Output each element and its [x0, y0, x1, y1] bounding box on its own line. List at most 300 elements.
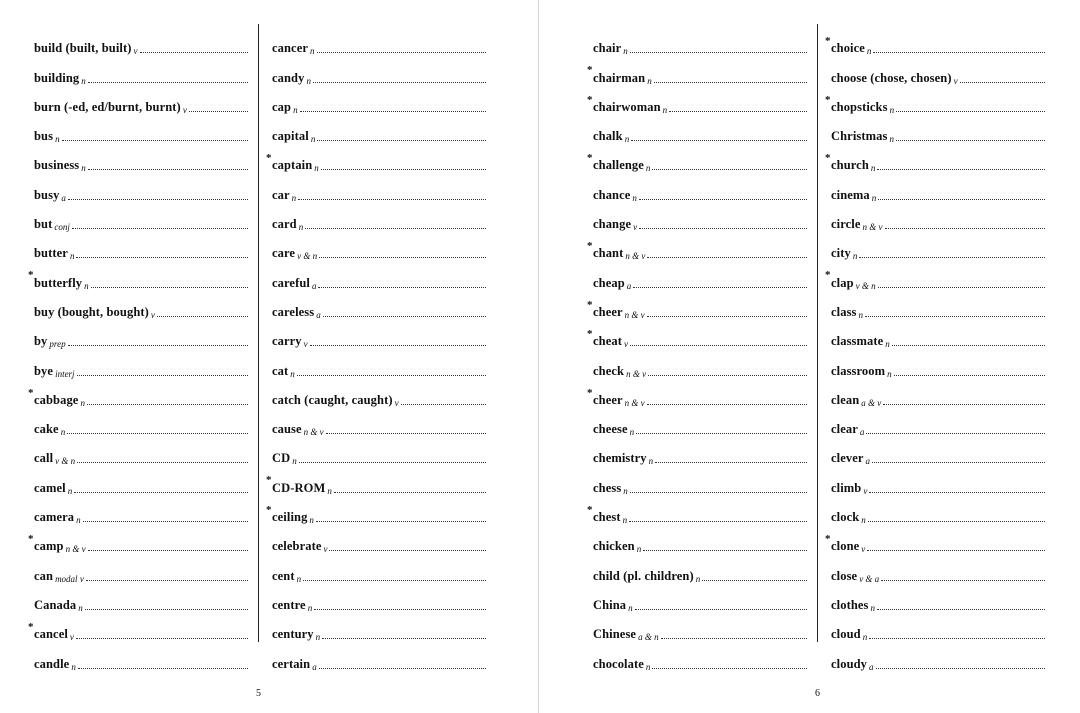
headword: Canada: [34, 597, 77, 612]
headword: climb: [831, 480, 862, 495]
fill-in-line: [635, 608, 807, 610]
vocab-entry: [593, 408, 807, 437]
headword: carry: [272, 334, 302, 349]
headword: Christmas: [831, 129, 888, 144]
fill-in-line: [652, 667, 807, 669]
fill-in-line: [319, 256, 486, 258]
core-word-marker: *: [587, 298, 593, 311]
vocab-entry: [28, 261, 248, 291]
fill-in-line: [401, 403, 486, 405]
vocab-entry: [593, 466, 807, 495]
core-word-marker: *: [587, 386, 593, 399]
headword: cheese: [593, 422, 628, 437]
fill-in-line: [77, 461, 248, 463]
headword: candle: [34, 656, 70, 671]
part-of-speech: n: [314, 163, 319, 174]
vocab-entry: [831, 379, 1045, 408]
column-divider: [258, 24, 259, 642]
part-of-speech: a: [61, 192, 66, 203]
fill-in-line: [68, 198, 248, 200]
fill-in-line: [960, 81, 1045, 83]
headword: but: [34, 217, 53, 232]
fill-in-line: [630, 51, 807, 53]
part-of-speech: n: [80, 397, 85, 408]
headword: butterfly: [34, 275, 83, 290]
part-of-speech: n: [623, 46, 628, 57]
part-of-speech: v & n: [855, 280, 876, 291]
headword: church: [831, 158, 869, 173]
fill-in-line: [316, 520, 486, 522]
part-of-speech: n & v: [65, 544, 86, 555]
page-number: 5: [256, 688, 261, 699]
part-of-speech: n: [60, 427, 66, 438]
headword: choice: [831, 41, 865, 56]
headword: clever: [831, 451, 864, 466]
vocab-entry: [34, 115, 248, 144]
part-of-speech: n: [296, 573, 302, 584]
fill-in-line: [318, 286, 486, 288]
fill-in-line: [319, 667, 486, 669]
part-of-speech: n: [871, 192, 877, 203]
part-of-speech: n & v: [303, 427, 324, 438]
headword: class: [831, 304, 857, 319]
vocab-entry: [272, 56, 486, 85]
vocab-entry: [34, 320, 248, 349]
fill-in-line: [881, 579, 1045, 581]
fill-in-line: [140, 51, 248, 53]
fill-in-line: [877, 168, 1045, 170]
fill-in-line: [633, 286, 807, 288]
part-of-speech: n: [310, 134, 316, 145]
headword: cloud: [831, 627, 861, 642]
core-word-marker: *: [825, 152, 831, 165]
headword: camera: [34, 510, 75, 525]
vocab-entry: [593, 173, 807, 202]
vocab-entry: [34, 496, 248, 525]
headword: cheat: [593, 334, 622, 349]
headword: cent: [272, 568, 295, 583]
vocab-column-right: [825, 27, 1045, 672]
vocab-entry: [587, 496, 807, 526]
fill-in-line: [300, 110, 486, 112]
vocab-entry: [272, 642, 486, 671]
headword: card: [272, 217, 297, 232]
fill-in-line: [298, 198, 486, 200]
part-of-speech: a: [311, 280, 317, 291]
vocab-entry: [272, 115, 486, 144]
vocab-entry: [272, 173, 486, 202]
fill-in-line: [85, 608, 248, 610]
vocab-entry: [593, 642, 807, 671]
fill-in-line: [74, 491, 248, 493]
headword: chocolate: [593, 656, 644, 671]
vocab-entry: [831, 466, 1045, 495]
vocab-entry: [272, 261, 486, 290]
part-of-speech: v & n: [55, 456, 76, 467]
part-of-speech: v: [953, 75, 958, 86]
fill-in-line: [872, 461, 1045, 463]
headword: clone: [831, 539, 860, 554]
headword: CD-ROM: [272, 480, 326, 495]
fill-in-line: [892, 344, 1045, 346]
vocab-entry: [34, 173, 248, 202]
fill-in-line: [876, 667, 1045, 669]
part-of-speech: n: [293, 104, 298, 115]
part-of-speech: n: [315, 632, 321, 643]
core-word-marker: *: [28, 533, 34, 546]
headword: classmate: [831, 334, 884, 349]
core-word-marker: *: [587, 93, 593, 106]
headword: burn (-ed, ed/burnt, burnt): [34, 99, 181, 114]
headword: cancel: [34, 627, 68, 642]
fill-in-line: [869, 637, 1045, 639]
part-of-speech: n: [647, 75, 652, 86]
headword: cap: [272, 99, 292, 114]
vocab-entry: [587, 86, 807, 115]
fill-in-line: [869, 491, 1045, 493]
vocab-entry: [831, 173, 1045, 202]
vocab-entry: [831, 232, 1045, 261]
headword: cinema: [831, 187, 870, 202]
fill-in-line: [303, 579, 486, 581]
part-of-speech: n: [622, 515, 628, 526]
fill-in-line: [652, 168, 807, 170]
vocab-entry: [593, 115, 807, 144]
headword: care: [272, 246, 296, 261]
vocab-entry: [831, 56, 1045, 85]
vocab-entry: [272, 349, 486, 378]
vocab-entry: [34, 86, 248, 115]
fill-in-line: [313, 81, 486, 83]
fill-in-line: [894, 374, 1045, 376]
vocab-entry: [593, 203, 807, 232]
fill-in-line: [62, 139, 248, 141]
vocab-entry: [587, 291, 807, 320]
headword: cause: [272, 422, 302, 437]
part-of-speech: n: [69, 251, 75, 262]
fill-in-line: [299, 461, 486, 463]
headword: chemistry: [593, 451, 647, 466]
part-of-speech: n: [292, 456, 297, 467]
vocab-entry: [272, 379, 486, 408]
vocab-entry: [272, 437, 486, 466]
vocab-entry: [831, 203, 1045, 232]
fill-in-line: [314, 608, 486, 610]
part-of-speech: n: [298, 222, 304, 233]
fill-in-line: [669, 110, 807, 112]
headword: chairman: [593, 70, 646, 85]
fill-in-line: [639, 198, 807, 200]
fill-in-line: [88, 168, 248, 170]
vocab-entry: [825, 525, 1045, 555]
vocab-entry: [593, 437, 807, 466]
part-of-speech: n: [662, 104, 668, 115]
part-of-speech: conj: [54, 222, 70, 233]
headword: clothes: [831, 597, 869, 612]
vocab-entry: [34, 437, 248, 466]
vocab-entry: [34, 27, 248, 56]
headword: business: [34, 158, 80, 173]
core-word-marker: *: [825, 93, 831, 106]
vocab-entry: [266, 496, 486, 526]
part-of-speech: n: [645, 661, 651, 672]
fill-in-line: [647, 403, 807, 405]
part-of-speech: n: [695, 573, 701, 584]
headword: chest: [593, 510, 621, 525]
part-of-speech: v: [623, 339, 628, 350]
headword: China: [593, 597, 627, 612]
fill-in-line: [873, 51, 1045, 53]
fill-in-line: [77, 374, 248, 376]
fill-in-line: [72, 227, 248, 229]
part-of-speech: n: [67, 485, 73, 496]
part-of-speech: n: [55, 134, 60, 145]
page-6: [539, 0, 1080, 713]
part-of-speech: n: [71, 661, 76, 672]
fill-in-line: [157, 315, 248, 317]
fill-in-line: [639, 227, 807, 229]
vocab-entry: [266, 144, 486, 174]
part-of-speech: a: [869, 661, 874, 672]
part-of-speech: n: [645, 163, 651, 174]
part-of-speech: n: [632, 192, 637, 203]
headword: cheer: [593, 392, 623, 407]
headword: chairwoman: [593, 99, 661, 114]
part-of-speech: v: [323, 544, 328, 555]
fill-in-line: [629, 520, 807, 522]
headword: close: [831, 568, 858, 583]
part-of-speech: v: [150, 309, 155, 320]
vocab-column-right: [266, 27, 486, 672]
vocab-entry: [825, 86, 1045, 115]
part-of-speech: n: [862, 632, 868, 643]
headword: challenge: [593, 158, 644, 173]
fill-in-line: [630, 491, 807, 493]
fill-in-line: [78, 667, 248, 669]
part-of-speech: n: [307, 602, 313, 613]
fill-in-line: [76, 256, 248, 258]
part-of-speech: v & a: [859, 573, 880, 584]
headword: chant: [593, 246, 624, 261]
fill-in-line: [643, 549, 807, 551]
vocab-entry: [831, 437, 1045, 466]
core-word-marker: *: [28, 620, 34, 633]
core-word-marker: *: [587, 327, 593, 340]
vocab-entry: [34, 642, 248, 671]
part-of-speech: n: [291, 192, 297, 203]
part-of-speech: n: [885, 339, 890, 350]
fill-in-line: [868, 520, 1045, 522]
headword: Chinese: [593, 627, 637, 642]
page-5: [0, 0, 538, 713]
vocab-entry: [825, 27, 1045, 57]
vocab-entry: [587, 56, 807, 86]
part-of-speech: v: [861, 544, 866, 555]
headword: child (pl. children): [593, 568, 694, 583]
fill-in-line: [859, 256, 1045, 258]
fill-in-line: [321, 168, 486, 170]
headword: chess: [593, 480, 622, 495]
fill-in-line: [647, 256, 807, 258]
part-of-speech: modal v: [55, 573, 84, 584]
vocab-entry: [272, 27, 486, 56]
core-word-marker: *: [587, 64, 593, 77]
headword: careless: [272, 304, 315, 319]
headword: can: [34, 568, 54, 583]
headword: city: [831, 246, 851, 261]
part-of-speech: v: [182, 104, 187, 115]
part-of-speech: a: [865, 456, 871, 467]
vocab-entry: [587, 144, 807, 174]
part-of-speech: n: [858, 309, 863, 320]
headword: chair: [593, 41, 622, 56]
core-word-marker: *: [28, 386, 34, 399]
part-of-speech: n & v: [626, 368, 647, 379]
headword: clap: [831, 275, 854, 290]
fill-in-line: [878, 286, 1045, 288]
fill-in-line: [654, 81, 807, 83]
headword: bus: [34, 129, 54, 144]
page-number: 6: [815, 688, 820, 699]
vocab-entry: [34, 466, 248, 495]
fill-in-line: [885, 227, 1045, 229]
core-word-marker: *: [266, 152, 272, 165]
part-of-speech: n: [852, 251, 858, 262]
headword: certain: [272, 656, 311, 671]
core-word-marker: *: [825, 533, 831, 546]
vocab-entry: [34, 349, 248, 378]
headword: century: [272, 627, 314, 642]
headword: by: [34, 334, 48, 349]
vocab-entry: [831, 408, 1045, 437]
fill-in-line: [67, 432, 248, 434]
fill-in-line: [334, 491, 486, 493]
part-of-speech: n & v: [624, 309, 645, 320]
headword: buy (bought, bought): [34, 304, 149, 319]
part-of-speech: n: [861, 515, 866, 526]
part-of-speech: a: [626, 280, 632, 291]
vocab-entry: [831, 115, 1045, 144]
vocab-entry: [831, 496, 1045, 525]
part-of-speech: n: [636, 544, 642, 555]
fill-in-line: [896, 139, 1045, 141]
core-word-marker: *: [587, 152, 593, 165]
vocab-entry: [593, 554, 807, 583]
fill-in-line: [68, 344, 248, 346]
part-of-speech: n: [81, 163, 86, 174]
vocab-entry: [34, 144, 248, 173]
headword: camel: [34, 480, 66, 495]
part-of-speech: a: [312, 661, 317, 672]
vocab-entry: [272, 408, 486, 437]
vocab-entry: [34, 203, 248, 232]
fill-in-line: [866, 432, 1045, 434]
fill-in-line: [322, 637, 486, 639]
vocab-entry: [825, 144, 1045, 174]
fill-in-line: [655, 461, 807, 463]
fill-in-line: [189, 110, 248, 112]
fill-in-line: [323, 315, 486, 317]
headword: ceiling: [272, 510, 308, 525]
fill-in-line: [326, 432, 486, 434]
vocab-entry: [831, 642, 1045, 671]
part-of-speech: n: [623, 485, 628, 496]
part-of-speech: n: [310, 46, 315, 57]
fill-in-line: [317, 51, 487, 53]
part-of-speech: n: [290, 368, 295, 379]
fill-in-line: [91, 286, 248, 288]
headword: cancer: [272, 41, 308, 56]
vocab-entry: [587, 379, 807, 408]
vocab-entry: [593, 261, 807, 290]
fill-in-line: [297, 374, 486, 376]
fill-in-line: [305, 227, 486, 229]
fill-in-line: [87, 403, 248, 405]
vocab-entry: [593, 613, 807, 642]
headword: cabbage: [34, 392, 79, 407]
fill-in-line: [648, 374, 807, 376]
fill-in-line: [702, 579, 807, 581]
fill-in-line: [636, 432, 807, 434]
vocab-entry: [272, 291, 486, 320]
fill-in-line: [329, 549, 486, 551]
vocab-entry: [831, 320, 1045, 349]
part-of-speech: interj: [55, 368, 75, 379]
vocab-entry: [272, 613, 486, 642]
headword: cat: [272, 363, 289, 378]
fill-in-line: [878, 198, 1045, 200]
headword: chopsticks: [831, 99, 888, 114]
part-of-speech: n: [84, 280, 89, 291]
part-of-speech: v: [133, 46, 138, 57]
headword: clear: [831, 422, 858, 437]
fill-in-line: [631, 139, 807, 141]
part-of-speech: v: [69, 632, 74, 643]
core-word-marker: *: [266, 503, 272, 516]
headword: catch (caught, caught): [272, 392, 393, 407]
vocab-entry: [587, 320, 807, 350]
headword: CD: [272, 451, 291, 466]
vocab-entry: [831, 554, 1045, 583]
fill-in-line: [88, 81, 248, 83]
vocab-entry: [831, 613, 1045, 642]
part-of-speech: n & v: [625, 251, 646, 262]
headword: cheap: [593, 275, 625, 290]
part-of-speech: n: [889, 104, 895, 115]
headword: circle: [831, 217, 861, 232]
vocab-entry: [28, 525, 248, 555]
vocab-entry: [34, 232, 248, 261]
headword: clean: [831, 392, 860, 407]
vocab-column-left: [587, 27, 807, 672]
fill-in-line: [83, 520, 248, 522]
headword: building: [34, 70, 80, 85]
part-of-speech: n: [648, 456, 654, 467]
vocab-entry: [831, 291, 1045, 320]
headword: capital: [272, 129, 309, 144]
headword: chicken: [593, 539, 635, 554]
vocab-column-left: [28, 27, 248, 672]
headword: candy: [272, 70, 305, 85]
part-of-speech: n: [870, 163, 876, 174]
core-word-marker: *: [825, 35, 831, 47]
part-of-speech: n: [81, 75, 86, 86]
core-word-marker: *: [825, 269, 831, 282]
part-of-speech: n: [76, 515, 81, 526]
vocab-entry: [34, 408, 248, 437]
headword: car: [272, 187, 290, 202]
vocab-entry: [34, 554, 248, 583]
